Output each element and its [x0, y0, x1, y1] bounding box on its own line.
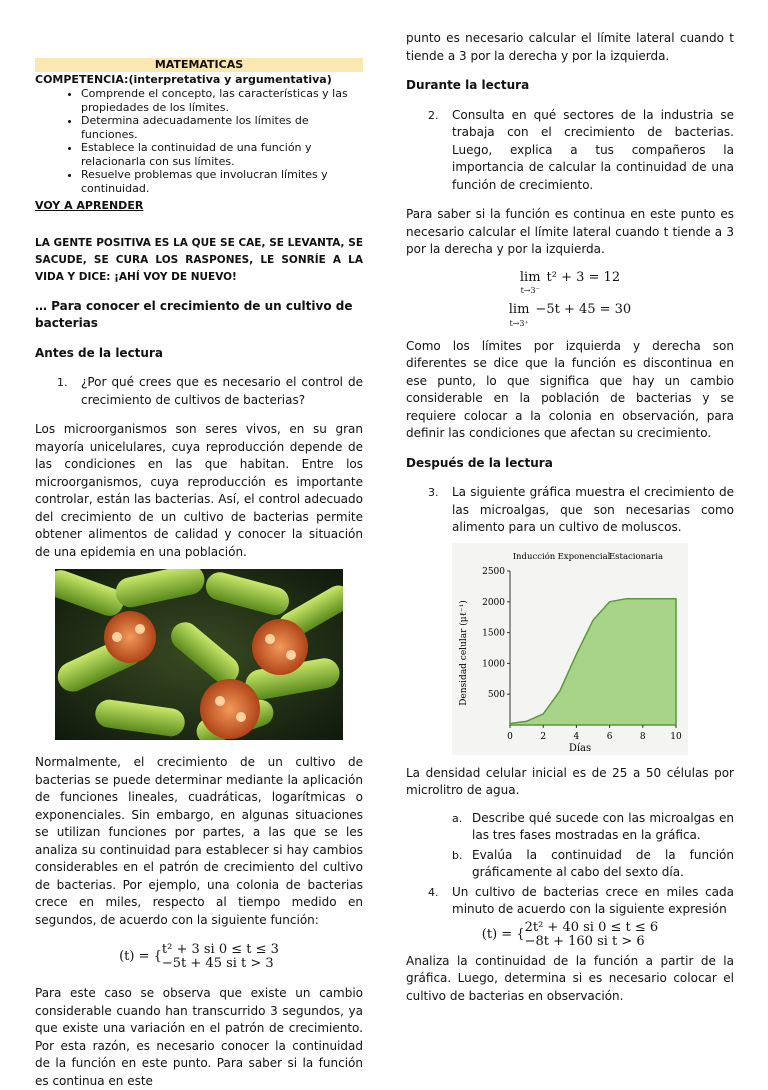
paragraph-discontinua: Como los límites por izquierda y derecha son diferentes se dice que la función es discontinua en ese punto, lo que significa que hay un cambio considerable en la población de bacterias y se requiere colocar a la colonia en observación, para definir las condiciones que afectan su crecimiento. [406, 338, 734, 440]
competencia-title: COMPETENCIA:(interpretativa y argumentativa) [35, 73, 332, 86]
y-tick-label: 500 [487, 689, 505, 700]
intro-heading: … Para conocer el crecimiento de un cultivo de bacterias [35, 298, 353, 330]
phase-label: Exponencial [557, 551, 611, 562]
subject-banner: MATEMATICAS [35, 58, 363, 72]
x-tick-label: 6 [606, 731, 613, 742]
y-tick-label: 1000 [482, 658, 505, 669]
phase-label: Estacionaria [608, 551, 664, 562]
x-tick-label: 2 [540, 731, 547, 742]
right-column [406, 30, 734, 1005]
paragraph-analiza: Analiza la continuidad de la función a partir de la gráfica. Luego, determina si es necesario colocar el cultivo de bacterias en observación. [406, 953, 734, 1003]
y-tick-label: 2000 [482, 597, 505, 608]
question-text: ¿Por qué crees que es necesario el control de crecimiento de cultivos de bacterias? [81, 375, 363, 407]
paragraph-caso: Para este caso se observa que existe un cambio considerable cuando han transcurrido 3 segundos, ya que existe una variación en el patrón de crecimiento. Por esta razón, es necesario conocer la continuidad de la función en este punto. Para saber si la función es continua en este [35, 986, 363, 1088]
function-case: t² + 3 si 0 ≤ t ≤ 3 [161, 942, 279, 957]
y-axis-label: Densidad celular (μℓ⁻¹) [459, 599, 469, 706]
limit-expression: −5t + 45 = 30 [535, 302, 632, 317]
competencia-item: • Resuelve problemas que involucran límites y continuidad. [81, 168, 363, 195]
paragraph-limite: Para saber si la función es continua en este punto es necesario calcular el límite lateral cuando t tiende a 3 por la derecha y por la izquierda. [406, 207, 734, 256]
question-number: 1. [57, 376, 68, 389]
x-axis-label: Días [568, 742, 592, 754]
function-case: −8t + 160 si t > 6 [524, 933, 645, 949]
question-3 [406, 484, 734, 537]
durante-heading: Durante la lectura [406, 78, 530, 92]
question-letter: b. [452, 848, 463, 862]
y-tick-label: 2500 [482, 566, 505, 577]
limit-word: lim [519, 269, 541, 285]
y-tick-label: 1500 [482, 628, 505, 639]
paragraph-microorganismos: Los microorganismos son seres vivos, en su gran mayoría unicelulares, cuya reproducción depende de las condiciones en las que habitan. Entre los microorganismos, cuya reproducción es importante controlar, están las bacterias. Así, el control adecuado del crecimiento de un cultivo de bacterias permite obtener alimentos de calidad y conocer la situación de una epidemia en una población. [35, 422, 363, 559]
phase-label: Inducción [512, 551, 556, 562]
microalgae-growth-chart [452, 543, 688, 755]
motivational-quote: LA GENTE POSITIVA ES LA QUE SE CAE, SE LEVANTA, SE SACUDE, SE CURA LOS RASPONES, LE SONRÍE A LA VIDA Y DICE: ¡AHÍ VOY DE NUEVO! [35, 236, 363, 283]
x-tick-label: 4 [573, 731, 580, 742]
phase-labels [513, 551, 663, 562]
paragraph-densidad: La densidad celular inicial es de 25 a 50 células por microlitro de agua. [406, 765, 734, 797]
question-number: 3. [428, 486, 439, 499]
despues-heading: Después de la lectura [406, 455, 553, 470]
question-1 [35, 374, 363, 409]
question-4 [406, 884, 734, 919]
function-lhs: (t) = { [481, 926, 525, 942]
voy-aprender-heading: VOY A APRENDER [35, 199, 144, 212]
limit-subscript: t→3⁻ [520, 286, 540, 295]
limit-left [406, 269, 734, 296]
function-case: −5t + 45 si t > 3 [161, 956, 274, 971]
question-3a [406, 810, 734, 845]
function-cases [525, 921, 659, 949]
question-text: Consulta en qué sectores de la industria se trabaja con el crecimiento de bacterias. Luego, explica a tus compañeros la importancia de calcular la continuidad de una función de crecimiento. [452, 107, 734, 192]
question-2 [406, 107, 734, 195]
function-case: 2t² + 40 si 0 ≤ t ≤ 6 [524, 919, 659, 935]
question-letter: a. [452, 811, 463, 825]
piecewise-function-1 [35, 943, 363, 971]
left-column [35, 58, 363, 1090]
question-text: Un cultivo de bacterias crece en miles cada minuto de acuerdo con la siguiente expresión [452, 884, 734, 916]
competencia-list [35, 87, 363, 195]
paragraph-continuation: punto es necesario calcular el límite lateral cuando t tiende a 3 por la derecha y por la izquierda. [406, 31, 734, 63]
question-text: Evalúa la continuidad de la función gráficamente al cabo del sexto día. [472, 847, 734, 879]
limit-expression: t² + 3 = 12 [546, 269, 621, 285]
question-number: 2. [428, 108, 439, 122]
question-text: La siguiente gráfica muestra el crecimiento de las microalgas, que son necesarias como alimento para un cultivo de moluscos. [452, 485, 734, 534]
function-cases [162, 943, 279, 971]
x-tick-label: 10 [670, 731, 682, 742]
piecewise-function-2 [406, 921, 734, 949]
limit-right [406, 301, 734, 328]
competencia-item: • Establece la continuidad de una función y relacionarla con sus límites. [81, 141, 363, 168]
question-number: 4. [428, 885, 439, 899]
question-3b [406, 847, 734, 882]
x-tick-label: 8 [639, 731, 646, 742]
bacteria-image [55, 569, 343, 740]
competencia-item: • Comprende el concepto, las características y las propiedades de los límites. [81, 87, 363, 114]
paragraph-crecimiento: Normalmente, el crecimiento de un cultivo de bacterias se puede determinar mediante la aplicación de funciones lineales, cuadráticas, logarítmicas o exponenciales. Sin embargo, en algunas situaciones se utilizan funciones por partes, a las que se les analiza su continuidad para establecer si hay cambios considerables en el patrón de crecimiento del cultivo de bacterias. Por ejemplo, una colonia de bacterias crece en miles, respecto al tiempo medido en segundos, de acuerdo con la siguiente función: [35, 755, 363, 927]
limit-subscript: t→3⁺ [509, 318, 529, 328]
antes-heading: Antes de la lectura [35, 345, 163, 360]
question-text: Describe qué sucede con las microalgas en las tres fases mostradas en la gráfica. [472, 810, 734, 842]
function-lhs: (t) = { [119, 949, 162, 965]
x-tick-label: 0 [507, 731, 513, 742]
limit-word: lim [508, 302, 530, 317]
competencia-item: • Determina adecuadamente los límites de funciones. [81, 114, 363, 141]
